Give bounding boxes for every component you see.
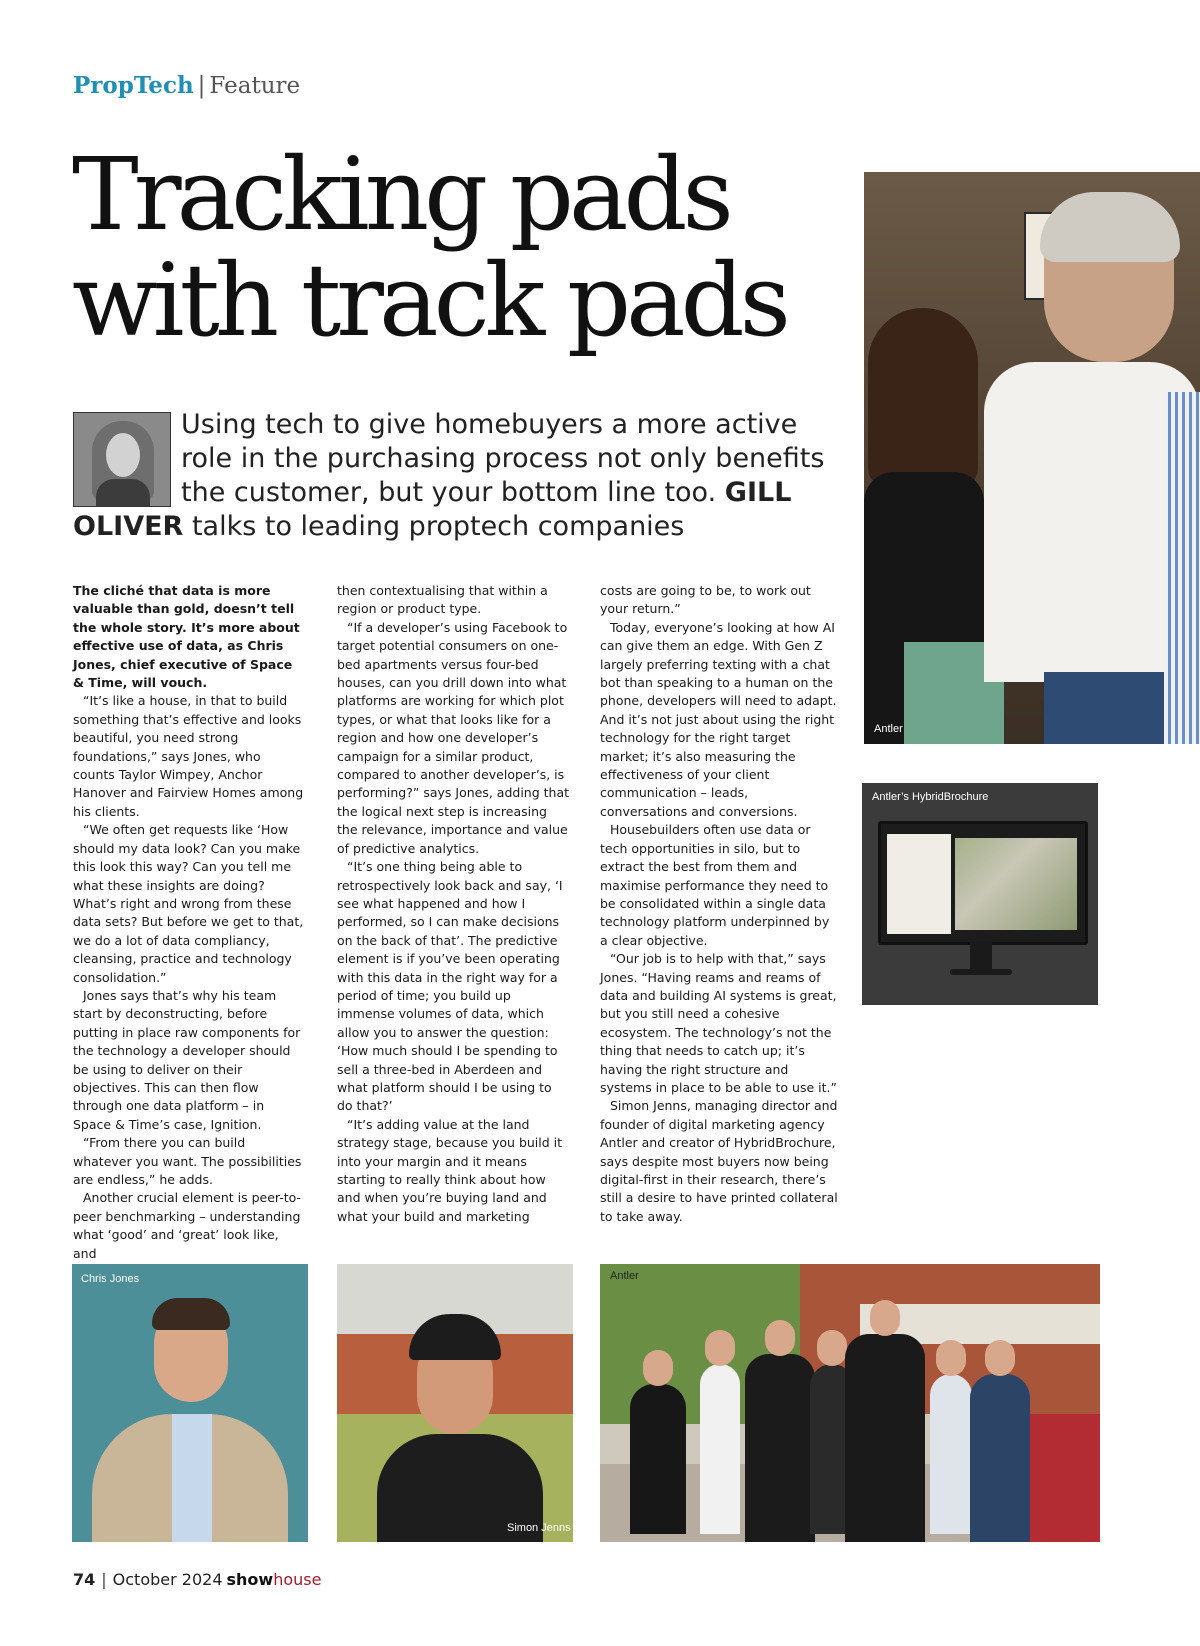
article-paragraph: “From there you can build whatever you want. The possibilities are endless,” he adds. — [73, 1135, 302, 1187]
page-footer — [73, 1570, 321, 1589]
photo-caption: Antler — [874, 723, 903, 735]
author-photo — [73, 412, 171, 507]
footer-separator: | — [101, 1570, 107, 1589]
magazine-name-light: house — [273, 1570, 322, 1589]
section-tag — [73, 72, 300, 99]
page-number: 74 — [73, 1570, 96, 1589]
article-column-3 — [600, 582, 838, 1226]
issue-date: October 2024 — [112, 1570, 223, 1589]
article-paragraph: costs are going to be, to work out your return.” — [600, 583, 811, 617]
photo-showhome-visit — [864, 172, 1200, 744]
section-separator: | — [197, 73, 206, 99]
photo-chris-jones — [72, 1264, 308, 1542]
article-paragraph: “We often get requests like ‘How should my data look? Can you make this look this way? Can you tell me what these insights are doing? What’s right and wrong from these data sets? But before we get to that, we do a lot of data compliancy, cleansing, practice and technology consolidation.” — [73, 822, 304, 985]
standfirst-text: Using tech to give homebuyers a more active role in the purchasing process not only benefits the customer, but your bottom line too. — [181, 409, 825, 508]
article-paragraph: “Our job is to help with that,” says Jones. “Having reams and reams of data and building AI systems is great, but you still need a cohesive ecosystem. The technology’s not the thing that needs to catch up; it’s having the right structure and systems in place to be able to use it.” — [600, 951, 837, 1095]
photo-simon-jenns — [337, 1264, 573, 1542]
article-column-2 — [337, 582, 569, 1226]
article-paragraph: “It’s like a house, in that to build something that’s effective and looks beautiful, you need strong foundations,” says Jones, who counts Taylor Wimpey, Anchor Hanover and Fairview Homes among his clients. — [73, 693, 304, 819]
article-paragraph: Another crucial element is peer-to-peer benchmarking – understanding what ‘good’ and ‘great’ look like, and — [73, 1190, 302, 1261]
photo-caption: Antler’s HybridBrochure — [872, 791, 989, 803]
article-lede: The cliché that data is more valuable than gold, doesn’t tell the whole story. It’s more about effective use of data, as Chris Jones, chief executive of Space & Time, will vouch. — [73, 583, 300, 691]
standfirst — [73, 408, 833, 544]
article-paragraph: then contextualising that within a region or product type. — [337, 583, 548, 617]
standfirst-byline: GILL OLIVER — [73, 477, 792, 542]
photo-antler-team — [600, 1264, 1100, 1542]
magazine-name-bold: show — [226, 1570, 274, 1589]
photo-caption: Antler — [610, 1270, 639, 1282]
photo-caption: Chris Jones — [81, 1273, 140, 1285]
article-paragraph: Jones says that’s why his team start by deconstructing, before putting in place raw components for the technology a developer should be using to deliver on their objectives. This can then flow through one data platform – in Space & Time’s case, Ignition. — [73, 987, 301, 1132]
standfirst-text-after: talks to leading proptech companies — [191, 511, 685, 542]
section-brand: PropTech — [73, 72, 194, 99]
photo-hybridbrochure-monitor — [862, 783, 1098, 1005]
section-kind: Feature — [209, 73, 301, 99]
article-paragraph: Simon Jenns, managing director and founder of digital marketing agency Antler and creator of HybridBrochure, says despite most buyers now being digital-first in their research, there’s still a desire to have printed collateral to take away. — [600, 1098, 838, 1224]
headline: Tracking pads with track pads — [72, 136, 786, 359]
photo-caption: Simon Jenns — [507, 1522, 571, 1534]
article-paragraph: “It’s one thing being able to retrospectively look back and say, ‘I see what happened and how I performed, so I can make decisions on the back of that’. The predictive element is if you’ve been operating with this data in the right way for a period of time; you build up immense volumes of data, which allow you to answer the question: ‘How much should I be spending to sell a three-bed in Aberdeen and what platform should I be using to do that?’ — [337, 859, 563, 1114]
article-column-1 — [73, 582, 305, 1263]
article-paragraph: “If a developer’s using Facebook to target potential consumers on one-bed apartments versus four-bed houses, can you drill down into what platforms are working for which plot types, or what that looks like for a region and how one developer’s campaign for a similar product, compared to another developer’s, is performing?” says Jones, adding that the logical next step is increasing the relevance, importance and value of predictive analytics. — [337, 619, 570, 856]
article-paragraph: Housebuilders often use data or tech opportunities in silo, but to extract the best from them and maximise performance they need to be consolidated within a single data technology platform underpinned by a clear objective. — [600, 822, 830, 948]
article-paragraph: “It’s adding value at the land strategy stage, because you build it into your margin and it means starting to really think about how and when you’re buying land and what your build and marketing — [337, 1116, 563, 1224]
article-paragraph: Today, everyone’s looking at how AI can give them an edge. With Gen Z largely preferring texting with a chat bot than speaking to a human on the phone, developers will need to adapt. And it’s not just about using the right technology for the right target market; it’s also measuring the effectiveness of your client communication – leads, conversations and conversions. — [600, 619, 837, 819]
